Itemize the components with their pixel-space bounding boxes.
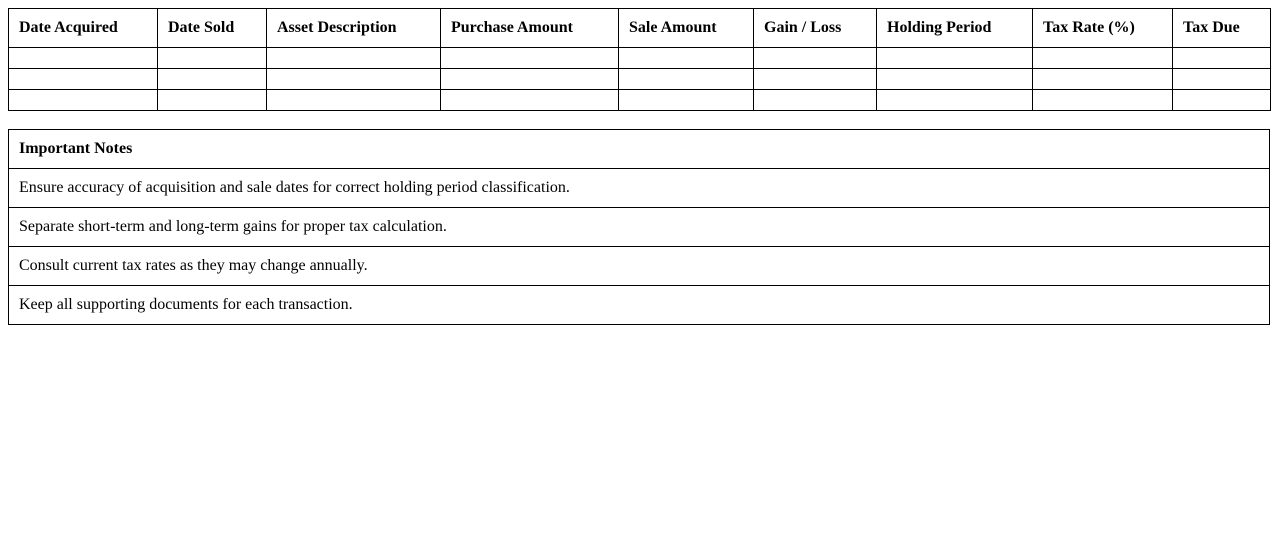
header-holding-period: Holding Period — [877, 9, 1033, 48]
header-asset-description: Asset Description — [267, 9, 441, 48]
table-row — [9, 69, 1271, 90]
table-cell[interactable] — [1033, 48, 1173, 69]
table-cell[interactable] — [158, 48, 267, 69]
note-text: Keep all supporting documents for each transaction. — [9, 286, 1270, 325]
header-tax-due: Tax Due — [1173, 9, 1271, 48]
table-cell[interactable] — [754, 90, 877, 111]
table-cell[interactable] — [267, 69, 441, 90]
table-cell[interactable] — [158, 69, 267, 90]
note-text: Separate short-term and long-term gains for proper tax calculation. — [9, 208, 1270, 247]
important-notes-table — [8, 129, 1270, 325]
header-sale-amount: Sale Amount — [619, 9, 754, 48]
table-cell[interactable] — [619, 69, 754, 90]
table-cell[interactable] — [1173, 90, 1271, 111]
note-text: Ensure accuracy of acquisition and sale dates for correct holding period classification. — [9, 169, 1270, 208]
table-cell[interactable] — [754, 48, 877, 69]
list-item — [9, 208, 1270, 247]
table-cell[interactable] — [1173, 48, 1271, 69]
table-cell[interactable] — [267, 90, 441, 111]
header-date-acquired: Date Acquired — [9, 9, 158, 48]
notes-title: Important Notes — [9, 130, 1270, 169]
table-cell[interactable] — [1033, 69, 1173, 90]
table-cell[interactable] — [1033, 90, 1173, 111]
table-cell[interactable] — [9, 48, 158, 69]
table-header-row — [9, 9, 1271, 48]
table-cell[interactable] — [619, 90, 754, 111]
table-cell[interactable] — [877, 90, 1033, 111]
table-cell[interactable] — [877, 48, 1033, 69]
notes-header-row — [9, 130, 1270, 169]
table-cell[interactable] — [877, 69, 1033, 90]
capital-gains-table — [8, 8, 1271, 111]
table-cell[interactable] — [619, 48, 754, 69]
header-tax-rate: Tax Rate (%) — [1033, 9, 1173, 48]
table-cell[interactable] — [158, 90, 267, 111]
table-row — [9, 90, 1271, 111]
table-cell[interactable] — [754, 69, 877, 90]
list-item — [9, 169, 1270, 208]
list-item — [9, 286, 1270, 325]
header-date-sold: Date Sold — [158, 9, 267, 48]
table-cell[interactable] — [9, 69, 158, 90]
table-cell[interactable] — [1173, 69, 1271, 90]
header-purchase-amount: Purchase Amount — [441, 9, 619, 48]
table-row — [9, 48, 1271, 69]
table-cell[interactable] — [441, 90, 619, 111]
note-text: Consult current tax rates as they may change annually. — [9, 247, 1270, 286]
table-cell[interactable] — [441, 69, 619, 90]
table-cell[interactable] — [267, 48, 441, 69]
list-item — [9, 247, 1270, 286]
table-cell[interactable] — [9, 90, 158, 111]
table-cell[interactable] — [441, 48, 619, 69]
header-gain-loss: Gain / Loss — [754, 9, 877, 48]
